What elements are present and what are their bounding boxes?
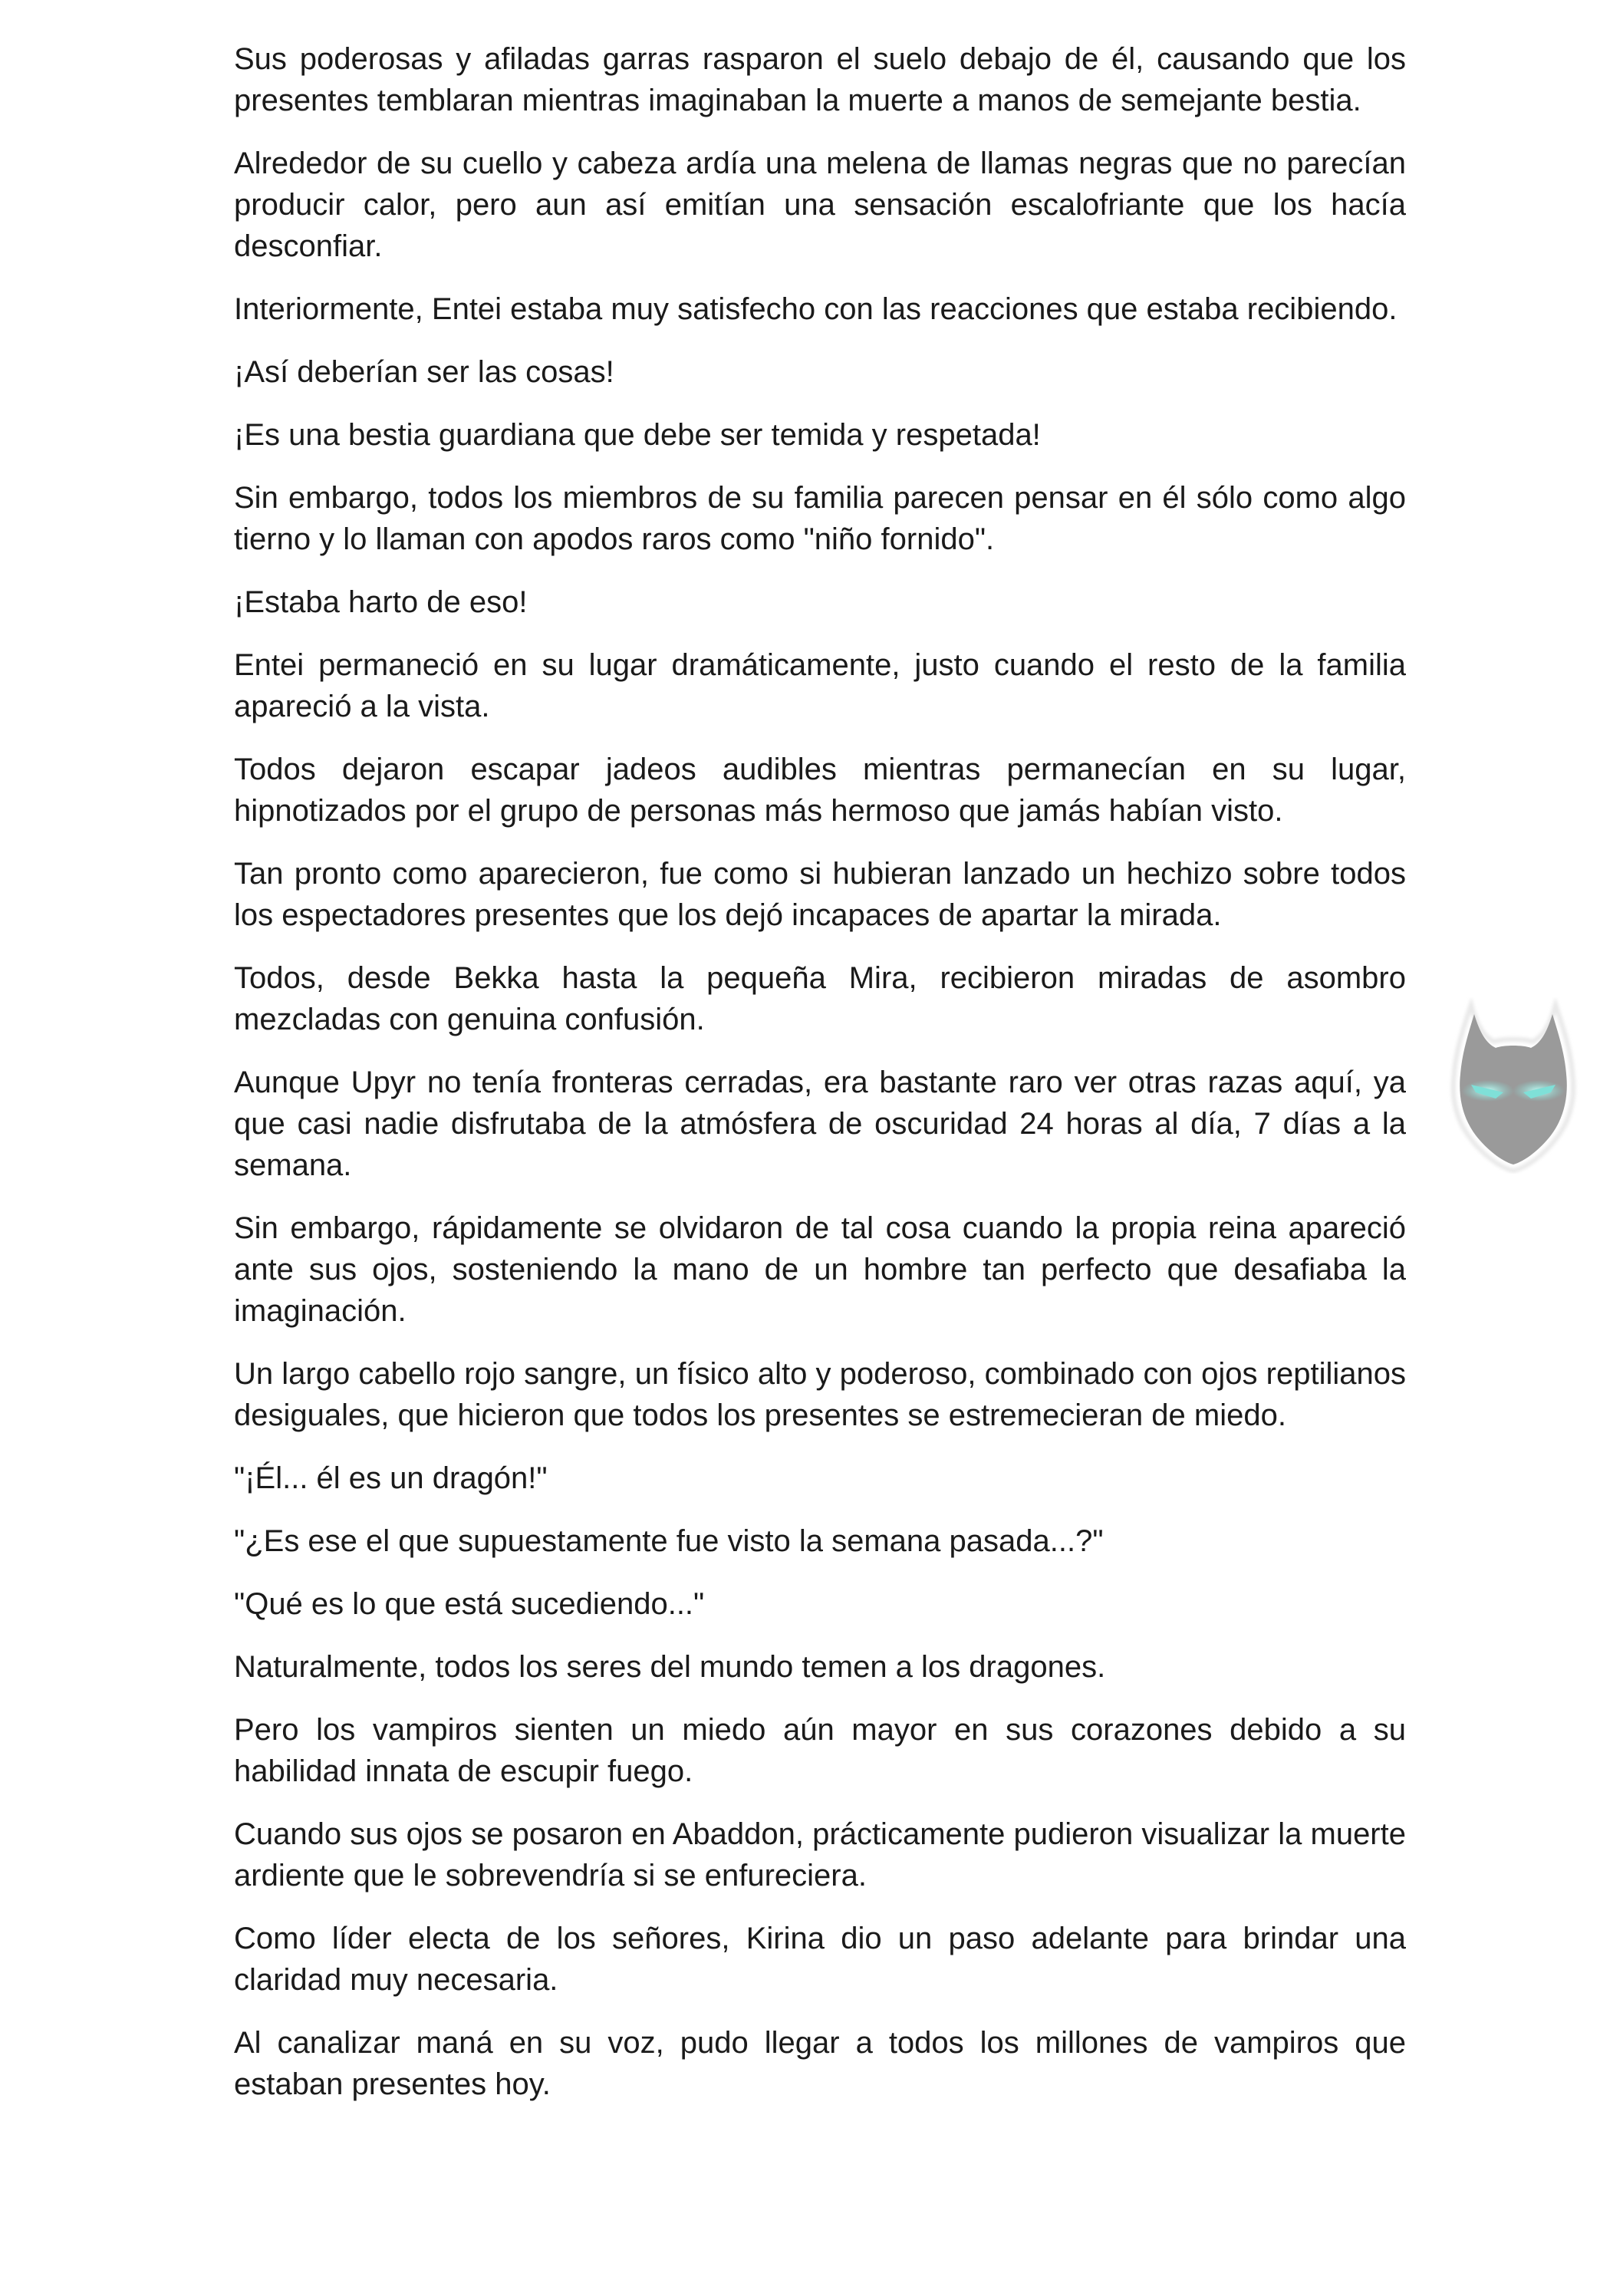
paragraph: Entei permaneció en su lugar dramáticamente, justo cuando el resto de la familia apareció a la vista. (234, 648, 1406, 723)
paragraph: "¡Él... él es un dragón!" (234, 1461, 548, 1495)
paragraph: Cuando sus ojos se posaron en Abaddon, prácticamente pudieron visualizar la muerte ardiente que le sobrevendría si se enfureciera. (234, 1817, 1406, 1892)
demon-head-icon (1440, 997, 1586, 1174)
paragraph: ¡Así deberían ser las cosas! (234, 355, 614, 389)
paragraph: "Qué es lo que está sucediendo..." (234, 1587, 705, 1621)
paragraph: Como líder electa de los señores, Kirina dio un paso adelante para brindar una claridad muy necesaria. (234, 1922, 1406, 1997)
paragraph: Todos, desde Bekka hasta la pequeña Mira, recibieron miradas de asombro mezcladas con genuina confusión. (234, 961, 1406, 1036)
paragraph: Al canalizar maná en su voz, pudo llegar a todos los millones de vampiros que estaban presentes hoy. (234, 2026, 1406, 2101)
paragraph: ¡Estaba harto de eso! (234, 585, 528, 619)
paragraph: Todos dejaron escapar jadeos audibles mientras permanecían en su lugar, hipnotizados por el grupo de personas más hermoso que jamás habían visto. (234, 753, 1406, 828)
paragraph: Aunque Upyr no tenía fronteras cerradas, era bastante raro ver otras razas aquí, ya que casi nadie disfrutaba de la atmósfera de oscuridad 24 horas al día, 7 días a la semana. (234, 1066, 1406, 1182)
paragraph: Naturalmente, todos los seres del mundo temen a los dragones. (234, 1650, 1106, 1684)
paragraph: Alrededor de su cuello y cabeza ardía una melena de llamas negras que no parecían producir calor, pero aun así emitían una sensación escalofriante que los hacía desconfiar. (234, 147, 1406, 263)
paragraph: Sin embargo, todos los miembros de su familia parecen pensar en él sólo como algo tierno y lo llaman con apodos raros como "niño fornido". (234, 481, 1406, 556)
paragraph: Un largo cabello rojo sangre, un físico alto y poderoso, combinado con ojos reptilianos desiguales, que hicieron que todos los presentes se estremecieran de miedo. (234, 1357, 1406, 1432)
paragraph: Tan pronto como aparecieron, fue como si hubieran lanzado un hechizo sobre todos los espectadores presentes que los dejó incapaces de apartar la mirada. (234, 857, 1406, 932)
paragraph: "¿Es ese el que supuestamente fue visto la semana pasada...?" (234, 1524, 1104, 1558)
paragraph: Sus poderosas y afiladas garras rasparon el suelo debajo de él, causando que los presentes temblaran mientras imaginaban la muerte a manos de semejante bestia. (234, 42, 1406, 117)
paragraph: Interiormente, Entei estaba muy satisfecho con las reacciones que estaba recibiendo. (234, 292, 1397, 326)
paragraph: ¡Es una bestia guardiana que debe ser temida y respetada! (234, 418, 1041, 452)
paragraph: Sin embargo, rápidamente se olvidaron de tal cosa cuando la propia reina apareció ante sus ojos, sosteniendo la mano de un hombre tan perfecto que desafiaba la imaginación. (234, 1211, 1406, 1328)
document-body (234, 38, 1406, 2126)
paragraph: Pero los vampiros sienten un miedo aún mayor en sus corazones debido a su habilidad innata de escupir fuego. (234, 1713, 1406, 1788)
